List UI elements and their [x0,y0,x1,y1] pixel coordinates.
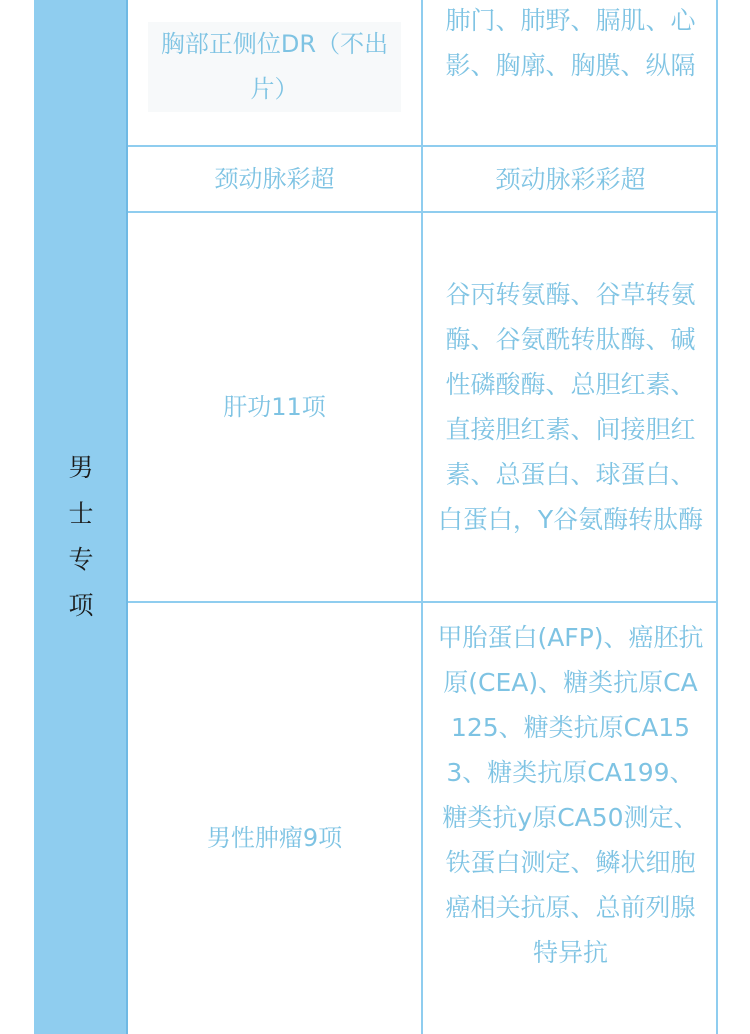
exam-item-content-cell [425,147,718,211]
exam-item-content: 谷丙转氨酶、谷草转氨酶、谷氨酰转肽酶、碱性磷酸酶、总胆红素、直接胆红素、间接胆红素、总蛋白、球蛋白、白蛋白，Y谷氨酶转肽酶 [437,280,704,534]
right-margin [718,0,750,1034]
exam-item-name: 颈动脉彩超 [214,164,335,193]
exam-item-name-cell [128,603,423,1034]
category-label [34,445,128,629]
exam-item-name: 肝功11项 [223,392,326,421]
category-char: 士 [68,499,94,528]
exam-item-content-cell [425,213,718,601]
exam-item-content-cell [425,0,718,145]
exam-item-name-cell [128,147,423,211]
exam-item-name-cell [128,0,423,145]
exam-item-content: 甲胎蛋白(AFP)、癌胚抗原(CEA)、糖类抗原CA125、糖类抗原CA153、糖类抗原CA199、糖类抗y原CA50测定、铁蛋白测定、鳞状细胞癌相关抗原、总前列腺特异抗 [437,623,704,967]
table-row [128,213,718,603]
exam-item-name-cell [128,213,423,601]
exam-item-name: 胸部正侧位DR（不出片） [148,22,401,112]
exam-item-content-cell [425,603,718,1034]
category-char: 专 [68,545,94,574]
category-char: 项 [68,591,94,620]
exam-item-content: 颈动脉彩彩超 [495,164,646,194]
exam-item-content: 肺门、肺野、膈肌、心影、胸廓、胸膜、纵隔 [445,6,696,80]
table-row [128,603,718,1034]
exam-items-table [128,0,718,1034]
category-column [34,0,128,1034]
exam-item-name: 男性肿瘤9项 [206,824,343,852]
category-char: 男 [68,453,94,482]
table-row [128,147,718,213]
left-margin [0,0,34,1034]
table-row [128,0,718,147]
